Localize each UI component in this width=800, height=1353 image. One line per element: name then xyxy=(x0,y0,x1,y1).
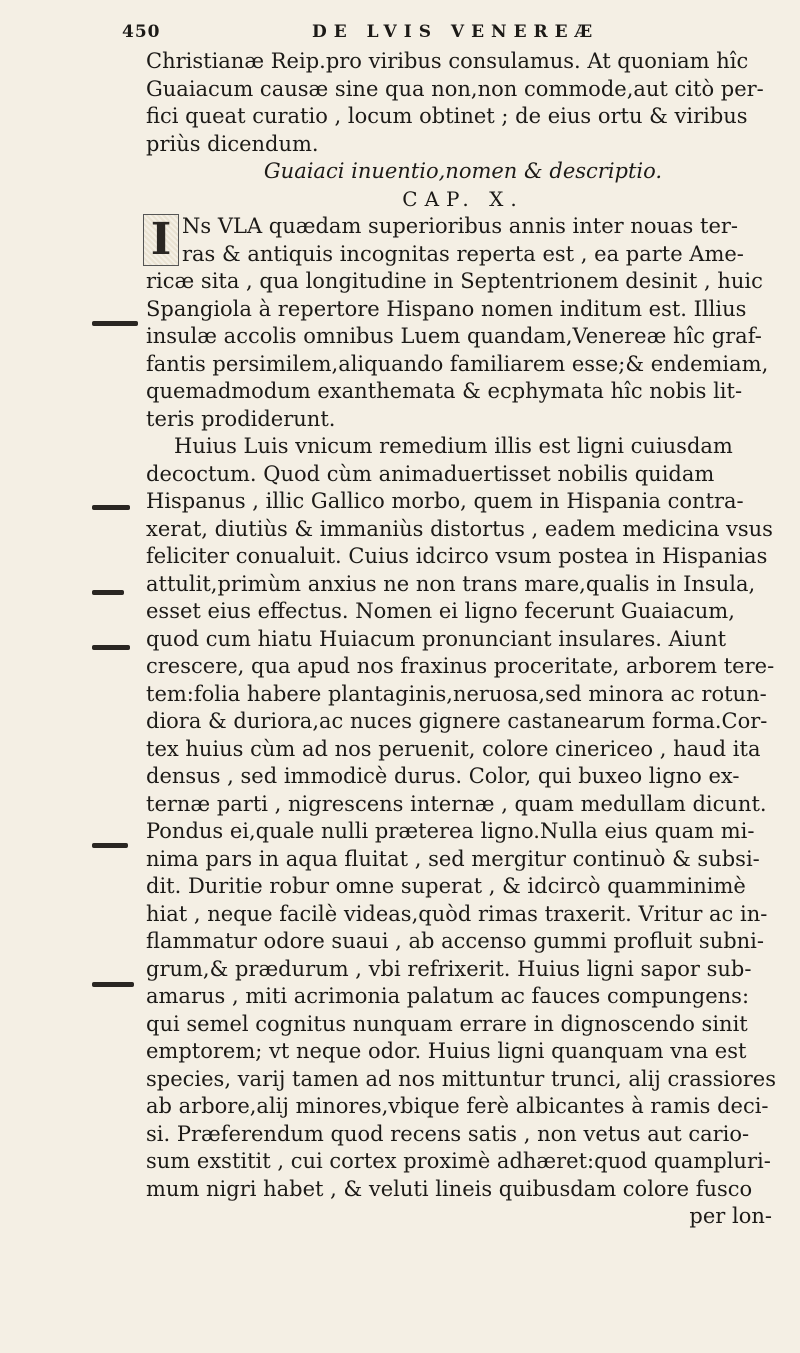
text-line: sum exstitit , cui cortex proximè adhæret:quod quampluri- xyxy=(146,1149,771,1173)
text-line: ternæ parti , nigrescens internæ , quam medullam dicunt. xyxy=(146,791,767,816)
text-line: fantis persimilem,aliquando familiarem esse;& endemiam, xyxy=(146,351,769,376)
text-line: Christianæ Reip.pro viribus consulamus. At quoniam hîc xyxy=(146,49,749,73)
text-line: insulæ accolis omnibus Luem quandam,Venereæ hîc graf- xyxy=(146,324,762,348)
text-line: amarus , miti acrimonia palatum ac fauces compungens: xyxy=(146,984,750,1008)
text-line: Pondus ei,quale nulli præterea ligno.Nulla eius quam mi- xyxy=(146,819,755,843)
text-line: hiat , neque facilè videas,quòd rimas traxerit. Vritur ac in- xyxy=(146,901,768,926)
margin-mark xyxy=(92,590,124,595)
text-line: grum,& prædurum , vbi refrixerit. Huius ligni sapor sub- xyxy=(146,956,752,981)
text-line: esset eius effectus. Nomen ei ligno fecerunt Guaiacum, xyxy=(146,599,735,623)
text-line: diora & duriora,ac nuces gignere castanearum forma.Cor- xyxy=(146,709,768,733)
text-line: flammatur odore suaui , ab accenso gummi profluit subni- xyxy=(146,929,764,953)
text-line: dit. Duritie robur omne superat , & idcircò quamminimè xyxy=(146,874,746,898)
text-line: emptorem; vt neque odor. Huius ligni quanquam vna est xyxy=(146,1039,747,1063)
text-line: mum nigri habet , & veluti lineis quibusdam colore fusco xyxy=(146,1176,753,1201)
text-line: xerat, diutiùs & immaniùs distortus , eadem medicina vsus xyxy=(146,516,773,541)
catchword: per lon- xyxy=(689,1204,772,1228)
main-text xyxy=(146,48,780,1231)
text-line: nima pars in aqua fluitat , sed mergitur continuò & subsi- xyxy=(146,846,760,871)
text-line: Hispanus , illic Gallico morbo, quem in Hispania contra- xyxy=(146,489,744,513)
text-line: attulit,primùm anxius ne non trans mare,qualis in Insula, xyxy=(146,571,756,596)
running-title: DE LVIS VENEREÆ xyxy=(312,22,600,42)
text-line: Ns VLA quædam superioribus annis inter nouas ter- xyxy=(182,214,739,238)
text-line: Spangiola à repertore Hispano nomen inditum est. Illius xyxy=(146,296,747,321)
text-line: decoctum. Quod cùm animaduertisset nobilis quidam xyxy=(146,461,715,486)
decorated-initial: I xyxy=(143,214,179,266)
margin-mark xyxy=(92,505,130,510)
text-line: quemadmodum exanthemata & ecphymata hîc nobis lit- xyxy=(146,379,743,403)
chapter-opening xyxy=(146,213,780,268)
text-line: Huius Luis vnicum remedium illis est ligni cuiusdam xyxy=(174,434,733,458)
text-line: Guaiacum causæ sine qua non,non commode,aut citò per- xyxy=(146,76,764,101)
text-line: feliciter conualuit. Cuius idcirco vsum postea in Hispanias xyxy=(146,544,768,568)
text-line: species, varij tamen ad nos mittuntur trunci, alij crassiores xyxy=(146,1066,776,1091)
text-line: si. Præferendum quod recens satis , non vetus aut cario- xyxy=(146,1121,750,1146)
text-line: priùs dicendum. xyxy=(146,131,319,156)
chapter-heading: CAP. X. xyxy=(402,186,524,211)
text-line: fici queat curatio , locum obtinet ; de eius ortu & viribus xyxy=(146,104,748,128)
text-line: ab arbore,alij minores,vbique ferè albicantes à ramis deci- xyxy=(146,1094,769,1118)
text-line: teris prodiderunt. xyxy=(146,406,336,431)
text-line: densus , sed immodicè durus. Color, qui buxeo ligno ex- xyxy=(146,764,740,788)
margin-mark xyxy=(92,843,128,848)
text-line: ricæ sita , qua longitudine in Septentrionem desinit , huic xyxy=(146,269,763,293)
margin-mark xyxy=(92,645,130,650)
text-line: tex huius cùm ad nos peruenit, colore cinericeo , haud ita xyxy=(146,736,761,761)
text-line: crescere, qua apud nos fraxinus proceritate, arborem tere- xyxy=(146,654,775,678)
text-line: tem:folia habere plantaginis,neruosa,sed minora ac rotun- xyxy=(146,681,767,706)
text-line: qui semel cognitus nunquam errare in dignoscendo sinit xyxy=(146,1011,748,1036)
margin-mark xyxy=(92,321,138,326)
text-line: quod cum hiatu Huiacum pronunciant insulares. Aiunt xyxy=(146,626,727,651)
page-number: 450 xyxy=(122,22,161,42)
section-subtitle: Guaiaci inuentio,nomen & descriptio. xyxy=(263,159,663,183)
margin-mark xyxy=(92,982,134,987)
text-line: ras & antiquis incognitas reperta est , ea parte Ame- xyxy=(182,241,744,266)
